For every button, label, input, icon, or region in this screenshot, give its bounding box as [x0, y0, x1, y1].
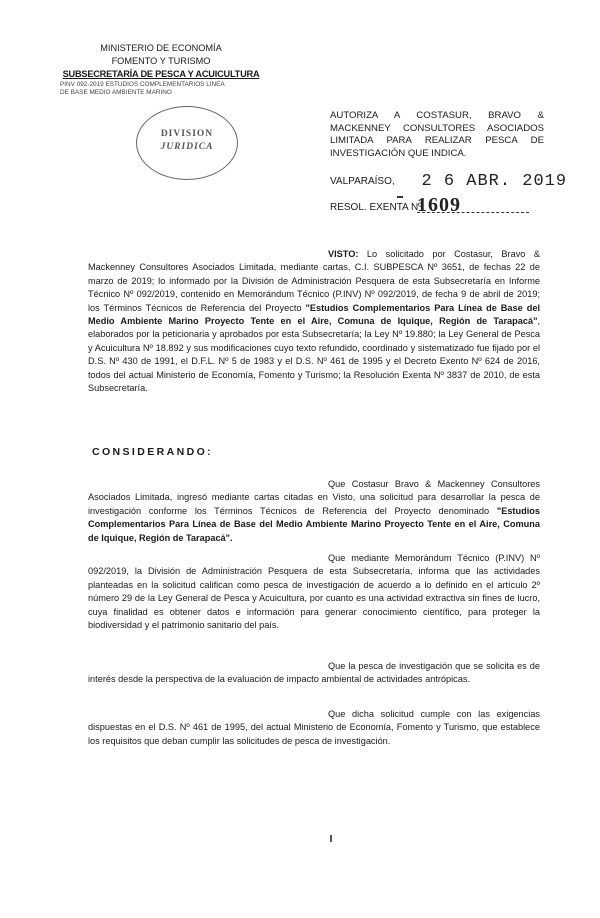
ministry-name-cont: FOMENTO Y TURISMO — [111, 56, 211, 66]
stamp-text-line2: JURIDICA — [160, 142, 214, 152]
place-label: VALPARAÍSO, — [330, 176, 395, 187]
date-line — [330, 172, 570, 191]
considerando-paragraph-4: Que dicha solicitud cumple con las exigencias dispuestas en el D.S. Nº 461 de 1995, del actual Ministerio de Economía, Fomento y Turismo, que establece los requisitos que deban cumplir las solicitudes de pesca de investigación. — [88, 709, 540, 746]
file-reference: PINV 092-2019 ESTUDIOS COMPLEMENTARIOS LINEA — [60, 81, 225, 88]
considerando-heading: CONSIDERANDO: — [92, 446, 214, 458]
resolution-number: 1609 — [417, 194, 461, 216]
visto-project-title: "Estudios Complementarios Para Línea de Base del Medio Ambiente Marino Proyecto Tente en el Aire, Comuna de Iquique, Región de Tarapacá" — [88, 302, 541, 327]
visto-text: Lo solicitado por Costasur, Bravo & Mackenney Consultores Asociados Limitada, mediante cartas, C.I. SUBPESCA Nº 3651, de fechas 22 de marzo de 2019; lo informado por la División de Administración Pesquera de esta Subsecretaría en Informe Técnico Nº 092/2019, contenido en Memorándum Técnico (P.INV) Nº 092/2019, de fecha 9 de abril de 2019; los Términos Técnicos de Referencia del Proyecto — [88, 249, 540, 313]
authorization-summary: AUTORIZA A COSTASUR, BRAVO & MACKENNEY CONSULTORES ASOCIADOS LIMITADA PARA REALIZAR PESCA DE INVESTIGACIÓN QUE INDICA. — [330, 110, 544, 159]
visto-label: VISTO: — [328, 249, 359, 259]
considerando-paragraph-3: Que la pesca de investigación que se solicita es de interés desde la perspectiva de la evaluación de impacto ambiental de actividades antrópicas. — [88, 661, 540, 685]
undersecretariat-name: SUBSECRETARÍA DE PESCA Y ACUICULTURA — [62, 69, 260, 79]
page-mark — [330, 835, 332, 842]
file-reference-cont: DE BASE MEDIO AMBIENTE MARINO — [60, 89, 172, 96]
stamp-text-line1: DIVISION — [160, 129, 214, 139]
ministry-name: MINISTERIO DE ECONOMÍA — [100, 43, 222, 53]
date-stamp: 2 6 ABR. 2019 — [421, 172, 568, 191]
letterhead — [56, 42, 266, 97]
visto-paragraph — [88, 248, 540, 395]
considerando-1-project-title: "Estudios Complementarios Para Línea de Base del Medio Ambiente Marino Proyecto Tente en el Aire, Comuna de Iquique, Región de Tarapacá". — [88, 505, 540, 543]
resolution-underline — [417, 212, 529, 213]
visto-text-cont: , elaborados por la peticionaria y aprobados por esta Subsecretaría; la Ley Nº 19.880; la Ley General de Pesca y Acuicultura Nº 18.892 y sus modificaciones cuyo texto refundido, coordinado y sistematizado fue fijado por el D.S. Nº 430 de 1991, el D.F.L. Nº 5 de 1983 y el D.S. Nº 461 de 1995 y el Decreto Exento Nº 624 de 2016, todos del actual Ministerio de Economía, Fomento y Turismo; la Resolución Exenta Nº 3837 de 2010, de esta Subsecretaría. — [88, 316, 540, 394]
considerando-paragraph-2: Que mediante Memorándum Técnico (P.INV) Nº 092/2019, la División de Administración Pesquera de esta Subsecretaría, informa que las actividades planteadas en la solicitud califican como pesca de investigación de acuerdo a lo definido en el artículo 2º número 29 de la Ley General de Pesca y Acuicultura, por cuanto es una actividad extractiva sin fines de lucro, cuya finalidad es obtener datos e información para generar conocimiento científico, para proteger la biodiversidad y el patrimonio sanitario del país. — [88, 553, 540, 631]
considerando-paragraph-1 — [88, 478, 540, 545]
pen-mark — [397, 196, 403, 198]
considerando-1-text: Que Costasur Bravo & Mackenney Consultores Asociados Limitada, ingresó mediante cartas citadas en Visto, una solicitud para desarrollar la pesca de investigación conforme los Términos Técnicos de Referencia del Proyecto denominado — [88, 479, 540, 516]
resolution-number-line — [330, 194, 570, 216]
resolution-label: RESOL. EXENTA Nº — [330, 202, 422, 213]
legal-division-stamp — [136, 106, 238, 180]
